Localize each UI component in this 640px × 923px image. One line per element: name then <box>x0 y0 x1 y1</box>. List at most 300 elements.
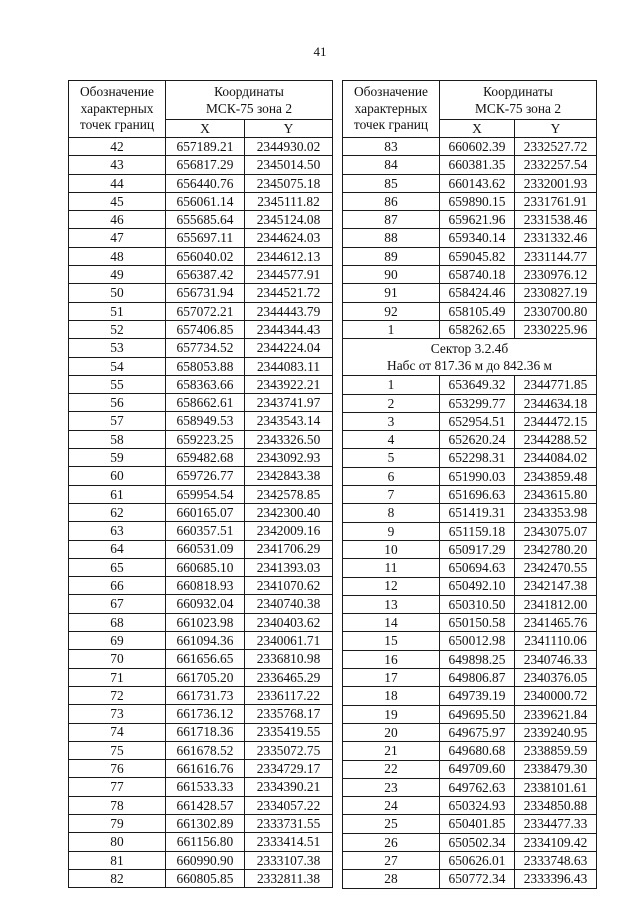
point-number-cell: 21 <box>343 742 440 760</box>
x-coordinate-cell: 660932.04 <box>166 595 245 613</box>
y-coordinate-cell: 2334477.33 <box>515 815 597 833</box>
point-number-cell: 91 <box>343 284 440 302</box>
y-coordinate-cell: 2338101.61 <box>515 778 597 796</box>
y-coordinate-cell: 2333396.43 <box>515 870 597 888</box>
table-row <box>69 760 333 778</box>
coordinates-group-header <box>166 81 333 120</box>
x-coordinate-cell: 659890.15 <box>440 192 515 210</box>
table-row <box>343 687 597 705</box>
table-row <box>69 375 333 393</box>
x-coordinate-cell: 650324.93 <box>440 797 515 815</box>
point-number-cell: 47 <box>69 229 166 247</box>
x-coordinate-cell: 650401.85 <box>440 815 515 833</box>
x-coordinate-cell: 652954.51 <box>440 412 515 430</box>
y-coordinate-cell: 2334057.22 <box>245 796 333 814</box>
sector-title: Сектор 3.2.4б <box>430 340 509 356</box>
point-number-cell: 63 <box>69 522 166 540</box>
table-header <box>69 81 333 138</box>
x-coordinate-cell: 660685.10 <box>166 558 245 576</box>
point-number-cell: 57 <box>69 412 166 430</box>
y-coordinate-cell: 2342147.38 <box>515 577 597 595</box>
header-line: Координаты <box>214 83 284 99</box>
x-coordinate-cell: 657406.85 <box>166 320 245 338</box>
y-coordinate-cell: 2344344.43 <box>245 320 333 338</box>
y-coordinate-cell: 2335419.55 <box>245 723 333 741</box>
table-row <box>69 778 333 796</box>
table-row <box>343 302 597 320</box>
x-coordinate-cell: 657072.21 <box>166 302 245 320</box>
table-row <box>69 174 333 192</box>
y-column-header: Y <box>245 120 333 138</box>
x-coordinate-cell: 659223.25 <box>166 430 245 448</box>
header-line: точек границ <box>353 117 429 133</box>
coordinates-group-header <box>440 81 597 120</box>
table-row <box>69 449 333 467</box>
point-number-cell: 3 <box>343 412 440 430</box>
table-row <box>69 741 333 759</box>
point-number-cell: 80 <box>69 833 166 851</box>
y-coordinate-cell: 2344771.85 <box>515 376 597 394</box>
y-coordinate-cell: 2344224.04 <box>245 339 333 357</box>
y-coordinate-cell: 2344577.91 <box>245 266 333 284</box>
table-row <box>343 851 597 869</box>
y-coordinate-cell: 2343075.07 <box>515 522 597 540</box>
table-row <box>343 577 597 595</box>
y-coordinate-cell: 2344472.15 <box>515 412 597 430</box>
table-row <box>343 705 597 723</box>
y-coordinate-cell: 2333107.38 <box>245 851 333 869</box>
x-coordinate-cell: 656731.94 <box>166 284 245 302</box>
point-number-cell: 70 <box>69 650 166 668</box>
point-number-cell: 83 <box>343 138 440 156</box>
x-coordinate-cell: 652620.24 <box>440 431 515 449</box>
point-number-cell: 22 <box>343 760 440 778</box>
table-row <box>69 302 333 320</box>
point-number-cell: 27 <box>343 851 440 869</box>
y-coordinate-cell: 2344612.13 <box>245 247 333 265</box>
x-coordinate-cell: 650150.58 <box>440 614 515 632</box>
x-coordinate-cell: 660357.51 <box>166 522 245 540</box>
point-number-cell: 75 <box>69 741 166 759</box>
y-coordinate-cell: 2331761.91 <box>515 192 597 210</box>
table-row <box>69 668 333 686</box>
x-coordinate-cell: 649898.25 <box>440 650 515 668</box>
point-number-cell: 23 <box>343 778 440 796</box>
table-row <box>343 870 597 888</box>
x-coordinate-cell: 661678.52 <box>166 741 245 759</box>
x-coordinate-cell: 660531.09 <box>166 540 245 558</box>
table-row <box>69 357 333 375</box>
y-coordinate-cell: 2335768.17 <box>245 705 333 723</box>
table-row <box>343 797 597 815</box>
y-coordinate-cell: 2341465.76 <box>515 614 597 632</box>
table-row <box>69 394 333 412</box>
table-row <box>69 138 333 156</box>
table-row <box>343 650 597 668</box>
x-coordinate-cell: 649695.50 <box>440 705 515 723</box>
y-coordinate-cell: 2343615.80 <box>515 486 597 504</box>
x-coordinate-cell: 657734.52 <box>166 339 245 357</box>
x-coordinate-cell: 651159.18 <box>440 522 515 540</box>
y-coordinate-cell: 2342300.40 <box>245 503 333 521</box>
x-coordinate-cell: 656040.02 <box>166 247 245 265</box>
point-number-cell: 28 <box>343 870 440 888</box>
point-number-cell: 43 <box>69 156 166 174</box>
point-number-cell: 74 <box>69 723 166 741</box>
point-number-cell: 6 <box>343 467 440 485</box>
y-coordinate-cell: 2336117.22 <box>245 686 333 704</box>
header-line: характерных <box>80 100 154 116</box>
table-row <box>69 430 333 448</box>
point-number-cell: 11 <box>343 559 440 577</box>
point-number-cell: 67 <box>69 595 166 613</box>
table-row <box>343 559 597 577</box>
x-coordinate-cell: 651696.63 <box>440 486 515 504</box>
header-line: МСК-75 зона 2 <box>205 101 293 116</box>
y-coordinate-cell: 2341393.03 <box>245 558 333 576</box>
y-coordinate-cell: 2345075.18 <box>245 174 333 192</box>
y-coordinate-cell: 2341706.29 <box>245 540 333 558</box>
table-row <box>343 778 597 796</box>
point-number-cell: 44 <box>69 174 166 192</box>
point-number-cell: 49 <box>69 266 166 284</box>
point-number-cell: 2 <box>343 394 440 412</box>
point-number-cell: 13 <box>343 595 440 613</box>
x-coordinate-cell: 660165.07 <box>166 503 245 521</box>
table-row <box>69 412 333 430</box>
x-coordinate-cell: 660602.39 <box>440 138 515 156</box>
y-coordinate-cell: 2343859.48 <box>515 467 597 485</box>
y-coordinate-cell: 2344521.72 <box>245 284 333 302</box>
table-row <box>343 760 597 778</box>
x-coordinate-cell: 659726.77 <box>166 467 245 485</box>
table-row <box>343 833 597 851</box>
point-label-header <box>69 81 166 138</box>
y-coordinate-cell: 2331144.77 <box>515 247 597 265</box>
table-row <box>343 211 597 229</box>
header-line: Обозначение <box>80 83 154 99</box>
point-number-cell: 54 <box>69 357 166 375</box>
table-row <box>343 815 597 833</box>
x-coordinate-cell: 661705.20 <box>166 668 245 686</box>
y-coordinate-cell: 2330700.80 <box>515 302 597 320</box>
y-coordinate-cell: 2333414.51 <box>245 833 333 851</box>
x-coordinate-cell: 660818.93 <box>166 577 245 595</box>
y-coordinate-cell: 2330827.19 <box>515 284 597 302</box>
page-number: 41 <box>313 44 327 59</box>
y-coordinate-cell: 2343543.14 <box>245 412 333 430</box>
table-row <box>69 558 333 576</box>
point-number-cell: 46 <box>69 211 166 229</box>
y-coordinate-cell: 2341812.00 <box>515 595 597 613</box>
table-row <box>69 229 333 247</box>
x-coordinate-cell: 650492.10 <box>440 577 515 595</box>
x-coordinate-cell: 657189.21 <box>166 138 245 156</box>
sector-row <box>343 339 597 376</box>
table-row <box>343 320 597 338</box>
header-line: Обозначение <box>354 83 428 99</box>
table-row <box>343 504 597 522</box>
table-row <box>69 833 333 851</box>
point-number-cell: 12 <box>343 577 440 595</box>
point-number-cell: 87 <box>343 211 440 229</box>
table-row <box>343 229 597 247</box>
y-coordinate-cell: 2344443.79 <box>245 302 333 320</box>
x-coordinate-cell: 658105.49 <box>440 302 515 320</box>
point-number-cell: 26 <box>343 833 440 851</box>
y-coordinate-cell: 2333748.63 <box>515 851 597 869</box>
x-column-header: X <box>166 120 245 138</box>
point-number-cell: 24 <box>343 797 440 815</box>
y-coordinate-cell: 2345111.82 <box>245 192 333 210</box>
x-coordinate-cell: 656387.42 <box>166 266 245 284</box>
y-coordinate-cell: 2331332.46 <box>515 229 597 247</box>
x-coordinate-cell: 661616.76 <box>166 760 245 778</box>
table-row <box>69 467 333 485</box>
y-coordinate-cell: 2340061.71 <box>245 632 333 650</box>
x-coordinate-cell: 658363.66 <box>166 375 245 393</box>
table-row <box>343 742 597 760</box>
y-coordinate-cell: 2332811.38 <box>245 869 333 887</box>
table-row <box>343 174 597 192</box>
point-number-cell: 42 <box>69 138 166 156</box>
table-row <box>343 247 597 265</box>
x-coordinate-cell: 650310.50 <box>440 595 515 613</box>
x-coordinate-cell: 656061.14 <box>166 192 245 210</box>
y-coordinate-cell: 2341070.62 <box>245 577 333 595</box>
table-row <box>69 796 333 814</box>
point-number-cell: 72 <box>69 686 166 704</box>
sector-heading <box>343 339 597 376</box>
x-coordinate-cell: 655697.11 <box>166 229 245 247</box>
x-coordinate-cell: 659340.14 <box>440 229 515 247</box>
table-body <box>343 138 597 889</box>
table-row <box>69 320 333 338</box>
point-number-cell: 1 <box>343 320 440 338</box>
point-number-cell: 61 <box>69 485 166 503</box>
x-coordinate-cell: 658662.61 <box>166 394 245 412</box>
point-number-cell: 17 <box>343 669 440 687</box>
x-coordinate-cell: 649806.87 <box>440 669 515 687</box>
point-number-cell: 1 <box>343 376 440 394</box>
header-line: МСК-75 зона 2 <box>474 101 562 116</box>
x-coordinate-cell: 651990.03 <box>440 467 515 485</box>
y-coordinate-cell: 2344930.02 <box>245 138 333 156</box>
point-number-cell: 92 <box>343 302 440 320</box>
y-coordinate-cell: 2342843.38 <box>245 467 333 485</box>
y-coordinate-cell: 2344624.03 <box>245 229 333 247</box>
y-coordinate-cell: 2339621.84 <box>515 705 597 723</box>
point-number-cell: 18 <box>343 687 440 705</box>
x-coordinate-cell: 658262.65 <box>440 320 515 338</box>
x-coordinate-cell: 650917.29 <box>440 540 515 558</box>
x-coordinate-cell: 660143.62 <box>440 174 515 192</box>
table-row <box>69 503 333 521</box>
table-row <box>343 486 597 504</box>
table-row <box>343 632 597 650</box>
point-number-cell: 53 <box>69 339 166 357</box>
point-number-cell: 19 <box>343 705 440 723</box>
table-body <box>69 138 333 888</box>
table-row <box>69 247 333 265</box>
y-coordinate-cell: 2335072.75 <box>245 741 333 759</box>
x-coordinate-cell: 658740.18 <box>440 266 515 284</box>
x-coordinate-cell: 661156.80 <box>166 833 245 851</box>
table-row <box>343 723 597 741</box>
y-coordinate-cell: 2334850.88 <box>515 797 597 815</box>
point-number-cell: 86 <box>343 192 440 210</box>
y-coordinate-cell: 2334729.17 <box>245 760 333 778</box>
point-number-cell: 48 <box>69 247 166 265</box>
y-coordinate-cell: 2340403.62 <box>245 613 333 631</box>
table-row <box>69 192 333 210</box>
point-number-cell: 73 <box>69 705 166 723</box>
table-row <box>69 650 333 668</box>
point-number-cell: 50 <box>69 284 166 302</box>
table-row <box>69 266 333 284</box>
point-number-cell: 52 <box>69 320 166 338</box>
point-number-cell: 20 <box>343 723 440 741</box>
point-number-cell: 78 <box>69 796 166 814</box>
x-coordinate-cell: 660805.85 <box>166 869 245 887</box>
point-number-cell: 79 <box>69 814 166 832</box>
y-coordinate-cell: 2344083.11 <box>245 357 333 375</box>
table-row <box>343 540 597 558</box>
y-coordinate-cell: 2342578.85 <box>245 485 333 503</box>
table-row <box>69 522 333 540</box>
coordinates-table-left <box>68 80 333 888</box>
table-row <box>69 595 333 613</box>
y-coordinate-cell: 2340376.05 <box>515 669 597 687</box>
table-row <box>69 540 333 558</box>
x-coordinate-cell: 660990.90 <box>166 851 245 869</box>
table-row <box>69 814 333 832</box>
x-coordinate-cell: 659045.82 <box>440 247 515 265</box>
point-number-cell: 84 <box>343 156 440 174</box>
table-row <box>69 485 333 503</box>
y-coordinate-cell: 2343922.21 <box>245 375 333 393</box>
coordinates-table-right <box>342 80 597 889</box>
y-coordinate-cell: 2340746.33 <box>515 650 597 668</box>
table-row <box>343 192 597 210</box>
point-number-cell: 15 <box>343 632 440 650</box>
point-number-cell: 90 <box>343 266 440 284</box>
point-number-cell: 51 <box>69 302 166 320</box>
y-coordinate-cell: 2332257.54 <box>515 156 597 174</box>
point-number-cell: 5 <box>343 449 440 467</box>
table-row <box>343 376 597 394</box>
x-coordinate-cell: 659482.68 <box>166 449 245 467</box>
point-number-cell: 10 <box>343 540 440 558</box>
x-coordinate-cell: 649680.68 <box>440 742 515 760</box>
x-coordinate-cell: 649739.19 <box>440 687 515 705</box>
y-coordinate-cell: 2343326.50 <box>245 430 333 448</box>
point-number-cell: 45 <box>69 192 166 210</box>
x-coordinate-cell: 661656.65 <box>166 650 245 668</box>
y-coordinate-cell: 2343741.97 <box>245 394 333 412</box>
header-line: Координаты <box>483 83 553 99</box>
point-number-cell: 68 <box>69 613 166 631</box>
y-coordinate-cell: 2334390.21 <box>245 778 333 796</box>
y-coordinate-cell: 2341110.06 <box>515 632 597 650</box>
x-coordinate-cell: 658053.88 <box>166 357 245 375</box>
point-number-cell: 64 <box>69 540 166 558</box>
point-number-cell: 65 <box>69 558 166 576</box>
x-coordinate-cell: 653299.77 <box>440 394 515 412</box>
point-number-cell: 66 <box>69 577 166 595</box>
y-coordinate-cell: 2330976.12 <box>515 266 597 284</box>
point-number-cell: 71 <box>69 668 166 686</box>
y-coordinate-cell: 2344084.02 <box>515 449 597 467</box>
y-column-header: Y <box>515 120 597 138</box>
point-number-cell: 89 <box>343 247 440 265</box>
point-number-cell: 85 <box>343 174 440 192</box>
table-row <box>343 138 597 156</box>
table-row <box>343 595 597 613</box>
point-number-cell: 55 <box>69 375 166 393</box>
x-coordinate-cell: 650772.34 <box>440 870 515 888</box>
x-coordinate-cell: 649709.60 <box>440 760 515 778</box>
x-coordinate-cell: 660381.35 <box>440 156 515 174</box>
y-coordinate-cell: 2332001.93 <box>515 174 597 192</box>
x-coordinate-cell: 652298.31 <box>440 449 515 467</box>
table-row <box>343 394 597 412</box>
y-coordinate-cell: 2331538.46 <box>515 211 597 229</box>
y-coordinate-cell: 2332527.72 <box>515 138 597 156</box>
table-row <box>343 156 597 174</box>
y-coordinate-cell: 2343353.98 <box>515 504 597 522</box>
y-coordinate-cell: 2340000.72 <box>515 687 597 705</box>
x-coordinate-cell: 650694.63 <box>440 559 515 577</box>
table-row <box>69 613 333 631</box>
table-row <box>69 339 333 357</box>
y-coordinate-cell: 2340740.38 <box>245 595 333 613</box>
point-number-cell: 77 <box>69 778 166 796</box>
point-number-cell: 76 <box>69 760 166 778</box>
table-row <box>69 577 333 595</box>
y-coordinate-cell: 2342780.20 <box>515 540 597 558</box>
table-row <box>343 266 597 284</box>
x-coordinate-cell: 649762.63 <box>440 778 515 796</box>
table-row <box>343 669 597 687</box>
point-number-cell: 62 <box>69 503 166 521</box>
x-coordinate-cell: 659621.96 <box>440 211 515 229</box>
table-row <box>343 431 597 449</box>
table-row <box>343 467 597 485</box>
table-header <box>343 81 597 138</box>
y-coordinate-cell: 2344288.52 <box>515 431 597 449</box>
x-coordinate-cell: 650012.98 <box>440 632 515 650</box>
header-line: характерных <box>354 100 428 116</box>
table-row <box>69 705 333 723</box>
x-coordinate-cell: 653649.32 <box>440 376 515 394</box>
table-row <box>69 723 333 741</box>
y-coordinate-cell: 2343092.93 <box>245 449 333 467</box>
y-coordinate-cell: 2336810.98 <box>245 650 333 668</box>
table-row <box>69 851 333 869</box>
y-coordinate-cell: 2338859.59 <box>515 742 597 760</box>
x-coordinate-cell: 658424.46 <box>440 284 515 302</box>
y-coordinate-cell: 2339240.95 <box>515 723 597 741</box>
y-coordinate-cell: 2342470.55 <box>515 559 597 577</box>
x-coordinate-cell: 656817.29 <box>166 156 245 174</box>
y-coordinate-cell: 2336465.29 <box>245 668 333 686</box>
table-row <box>69 156 333 174</box>
x-coordinate-cell: 661736.12 <box>166 705 245 723</box>
y-coordinate-cell: 2334109.42 <box>515 833 597 851</box>
x-coordinate-cell: 661302.89 <box>166 814 245 832</box>
x-coordinate-cell: 659954.54 <box>166 485 245 503</box>
